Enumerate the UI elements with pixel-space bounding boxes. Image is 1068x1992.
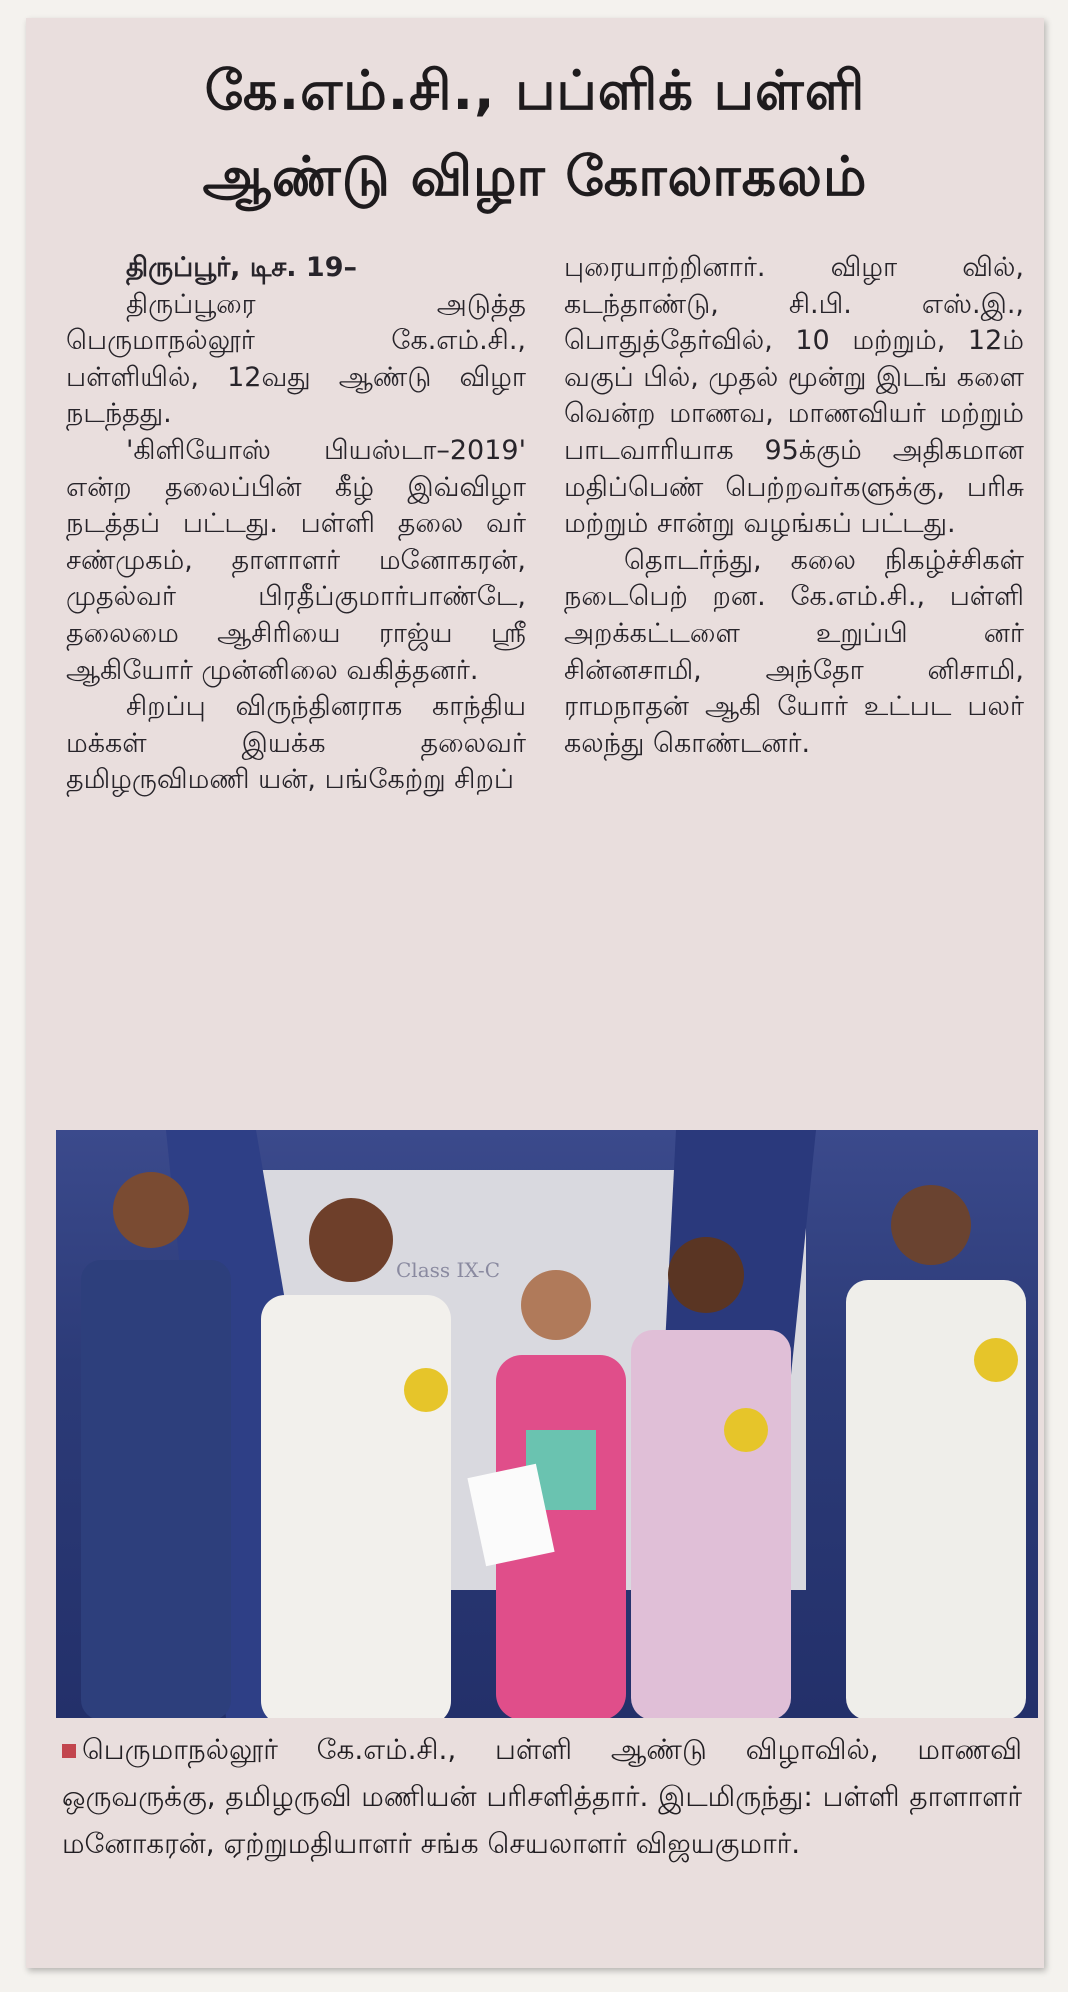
photo-illustration bbox=[56, 1130, 1038, 1718]
person-5 bbox=[846, 1185, 1026, 1718]
banner-text: Class IX-C bbox=[396, 1258, 500, 1282]
article-paragraph: புரையாற்றினார். விழா வில், கடந்தாண்டு, சி.பி. எஸ்.இ., பொதுத்தேர்வில், 10 மற்றும், 12ம் வகுப் பில், முதல் மூன்று இடங் களை வென்ற மாணவ, மாணவியர் மற்றும் பாடவாரியாக 95க்கும் அதிகமான மதிப்பெண் பெற்றவர்களுக்கு, பரிசு மற்றும் சான்று வழங்கப் பட்டது. bbox=[564, 252, 1024, 540]
caption-text: பெருமாநல்லூர் கே.எம்.சி., பள்ளி ஆண்டு விழாவில், மாணவி ஒருவருக்கு, தமிழருவி மணியன் பரிசளித்தார். இடமிருந்து: பள்ளி தாளாளர் மனோகரன், ஏற்றுமதியாளர் சங்க செயலாளர் விஜயகுமார். bbox=[62, 1733, 1022, 1860]
headline-line-2: ஆண்டு விழா கோலாகலம் bbox=[202, 145, 868, 208]
article-column-left bbox=[66, 250, 526, 799]
article-paragraph: சிறப்பு விருந்தினராக காந்திய மக்கள் இயக்க தலைவர் தமிழருவிமணி யன், பங்கேற்று சிறப் bbox=[66, 691, 526, 796]
article-paragraph: 'கிளியோஸ் பியஸ்டா–2019' என்ற தலைப்பின் கீழ் இவ்விழா நடத்தப் பட்டது. பள்ளி தலை வர் சண்முகம், தாளாளர் மனோகரன், முதல்வர் பிரதீப்குமார்பாண்டே, தலைமை ஆசிரியை ராஜ்ய ஸ்ரீ ஆகியோர் முன்னிலை வகித்தனர். bbox=[66, 434, 526, 686]
article-paragraph bbox=[66, 250, 526, 287]
photo-caption bbox=[62, 1726, 1022, 1867]
headline-line-1: கே.எம்.சி., பப்ளிக் பள்ளி bbox=[204, 59, 866, 122]
article-paragraph: திருப்பூரை அடுத்த பெருமாநல்லூர் கே.எம்.சி., பள்ளியில், 12வது ஆண்டு விழா நடந்தது. bbox=[66, 288, 526, 430]
article-column-right bbox=[564, 250, 1024, 762]
event-photo bbox=[56, 1130, 1038, 1718]
dateline: திருப்பூர், டிச. 19– bbox=[126, 252, 358, 283]
caption-bullet-icon bbox=[62, 1744, 76, 1758]
article-paragraph: தொடர்ந்து, கலை நிகழ்ச்சிகள் நடைபெற் றன. கே.எம்.சி., பள்ளி அறக்கட்டளை உறுப்பி னர் சின்னசாமி, அந்தோ னிசாமி, ராமநாதன் ஆகி யோர் உட்பட பலர் கலந்து கொண்டனர். bbox=[564, 544, 1024, 759]
newspaper-clipping bbox=[26, 18, 1044, 1968]
